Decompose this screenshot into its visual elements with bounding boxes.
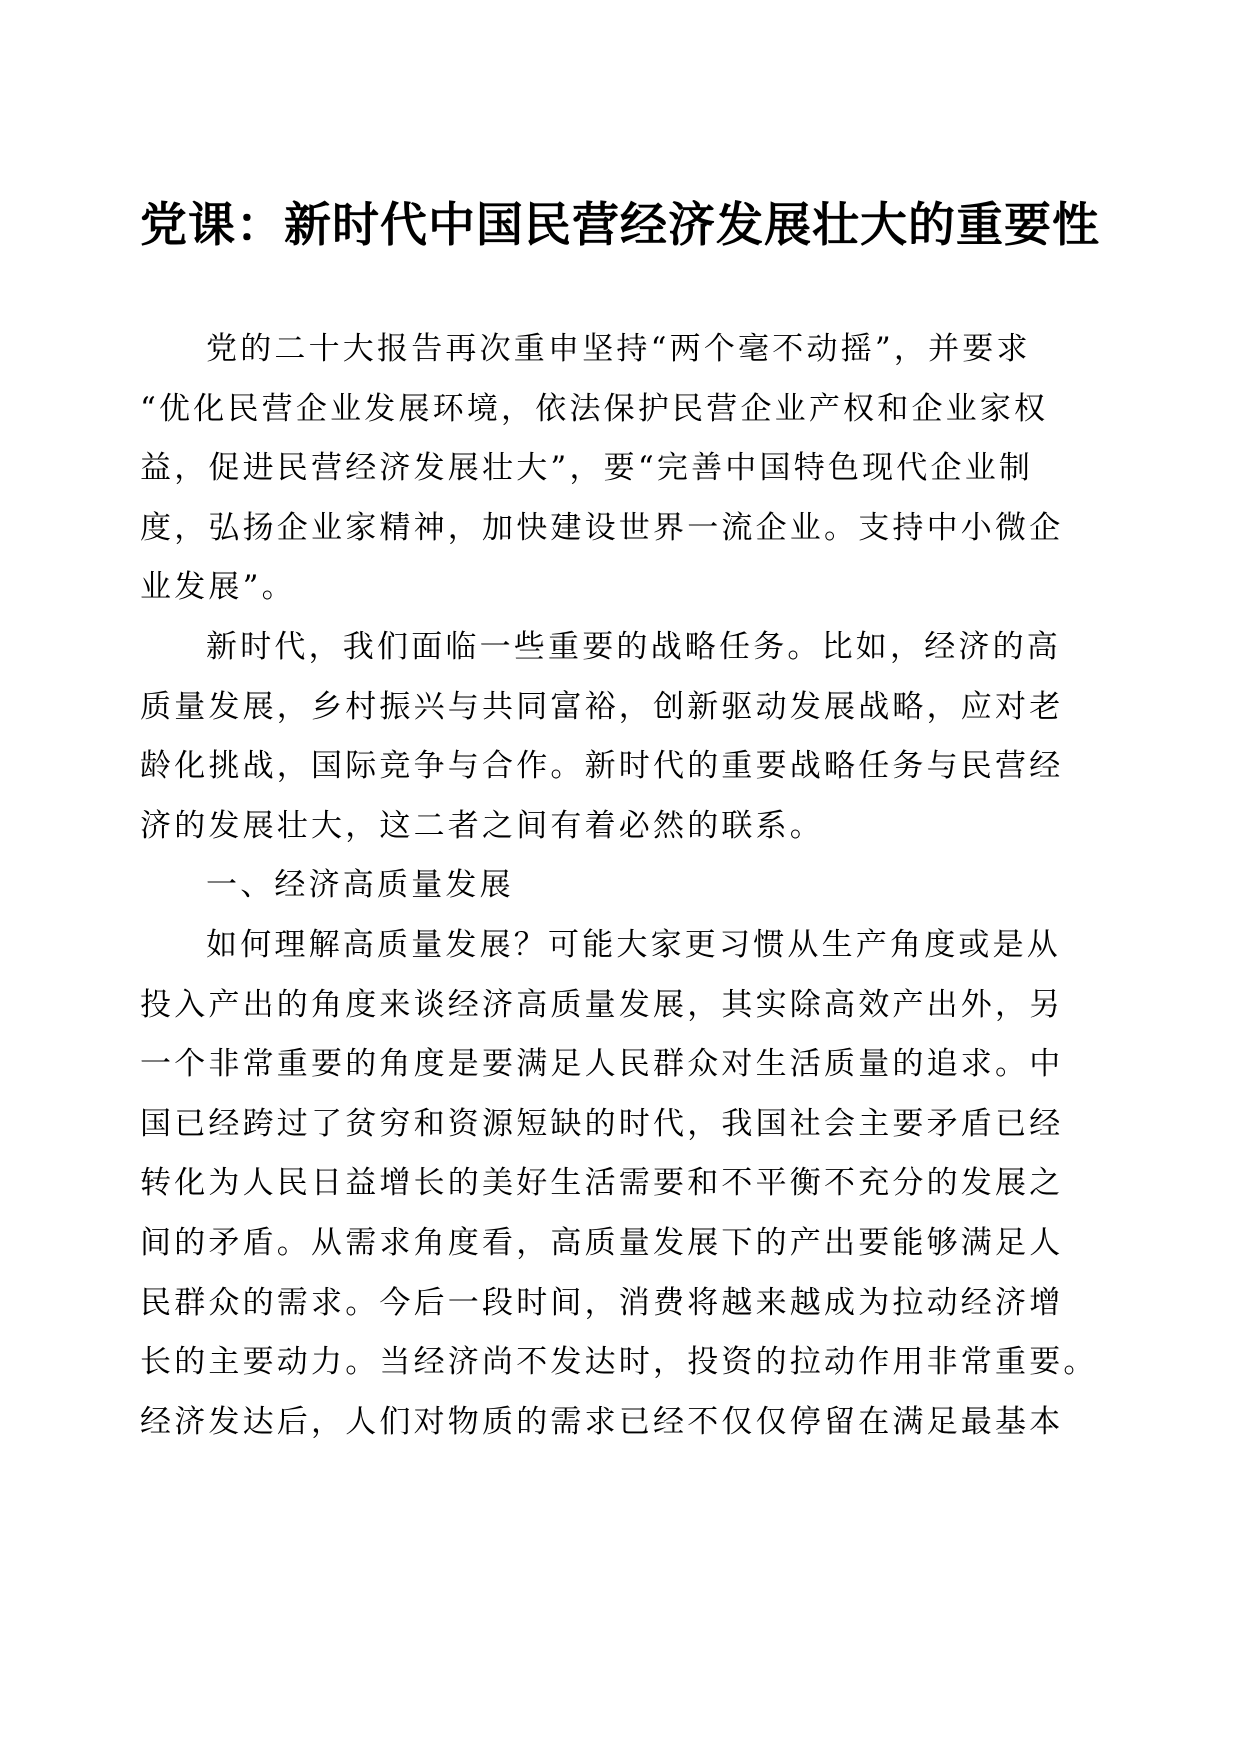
paragraph-line: 新时代，我们面临一些重要的战略任务。比如，经济的高 xyxy=(206,628,1061,665)
paragraph-line: 党的二十大报告再次重申坚持“两个毫不动摇”，并要求 xyxy=(206,331,1031,367)
paragraph-line: 转化为人民日益增长的美好生活需要和不平衡不充分的发展之 xyxy=(140,1165,1064,1202)
paragraph-line: 度，弘扬企业家精神，加快建设世界一流企业。支持中小微企 xyxy=(140,509,1064,546)
paragraph-4 xyxy=(140,916,1100,1452)
paragraph-line: 一个非常重要的角度是要满足人民群众对生活质量的追求。中 xyxy=(140,1046,1064,1083)
paragraph-line: 如何理解高质量发展？可能大家更习惯从生产角度或是从 xyxy=(206,926,1061,963)
paragraph-line: 投入产出的角度来谈经济高质量发展，其实除高效产出外，另 xyxy=(140,986,1064,1023)
document-body xyxy=(140,320,1100,1452)
section-heading-text: 一、经济高质量发展 xyxy=(206,867,514,904)
paragraph-line: 间的矛盾。从需求角度看，高质量发展下的产出要能够满足人 xyxy=(140,1224,1064,1261)
paragraph-line: 长的主要动力。当经济尚不发达时，投资的拉动作用非常重要。 xyxy=(140,1344,1098,1381)
paragraph-line: “优化民营企业发展环境，依法保护民营企业产权和企业家权 xyxy=(140,390,1049,427)
paragraph-line: 益，促进民营经济发展壮大”，要“完善中国特色现代企业制 xyxy=(140,450,1034,487)
document-title: 党课：新时代中国民营经济发展壮大的重要性 xyxy=(140,198,1100,253)
section-heading xyxy=(140,856,1100,916)
paragraph-line: 经济发达后，人们对物质的需求已经不仅仅停留在满足最基本 xyxy=(140,1403,1064,1440)
paragraph-line: 民群众的需求。今后一段时间，消费将越来越成为拉动经济增 xyxy=(140,1284,1064,1321)
paragraph-line: 国已经跨过了贫穷和资源短缺的时代，我国社会主要矛盾已经 xyxy=(140,1105,1064,1142)
paragraph-line: 业发展”。 xyxy=(140,569,296,606)
paragraph-line: 龄化挑战，国际竞争与合作。新时代的重要战略任务与民营经 xyxy=(140,748,1064,785)
paragraph-2 xyxy=(140,618,1100,856)
paragraph-line: 济的发展壮大，这二者之间有着必然的联系。 xyxy=(140,807,824,844)
paragraph-line: 质量发展，乡村振兴与共同富裕，创新驱动发展战略，应对老 xyxy=(140,688,1064,725)
paragraph-1 xyxy=(140,320,1100,618)
